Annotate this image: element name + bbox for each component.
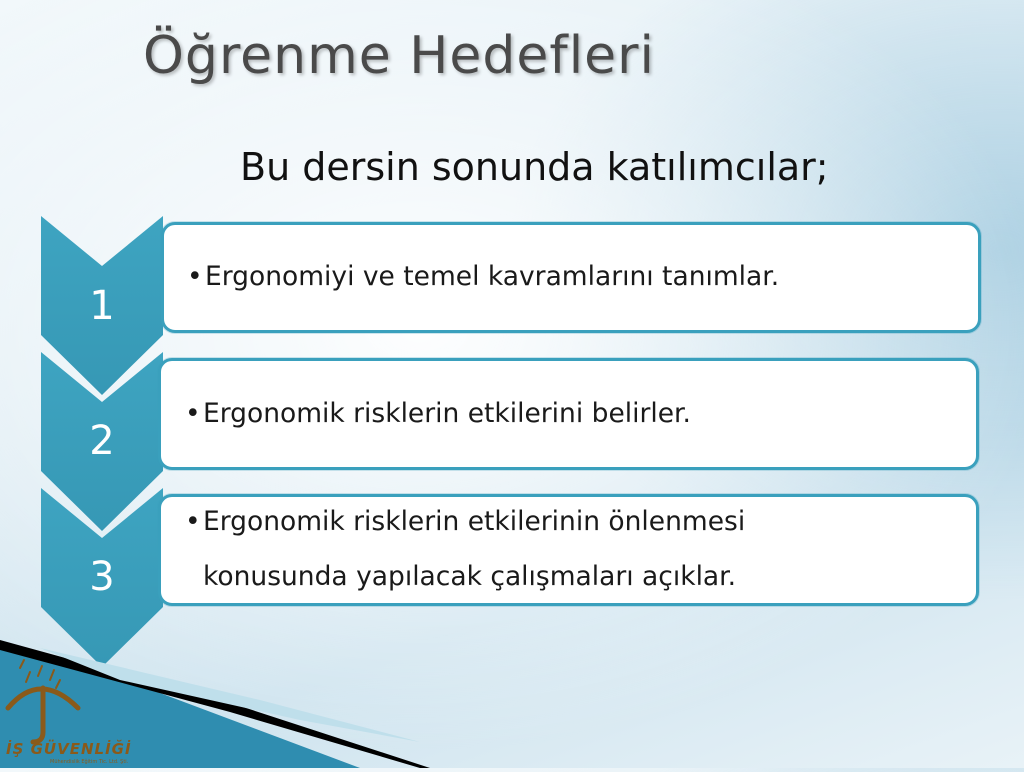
bullet: • (185, 506, 201, 537)
bullet: • (185, 398, 201, 429)
bullet: • (187, 261, 203, 292)
slide-subtitle: Bu dersin sonunda katılımcılar; (240, 145, 829, 189)
step-number-2: 2 (89, 418, 115, 464)
step-1-line-1: Ergonomiyi ve temel kavramlarını tanımlar. (205, 261, 780, 292)
step-2-line-1: Ergonomik risklerin etkilerini belirler. (203, 398, 691, 429)
step-3-line-2: konusunda yapılacak çalışmaları açıklar. (203, 561, 737, 592)
slide-title: Öğrenme Hedefleri (143, 26, 655, 86)
step-3-line-1: Ergonomik risklerin etkilerinin önlenmesi (203, 506, 746, 537)
step-number-1: 1 (89, 283, 115, 329)
step-number-3: 3 (89, 554, 115, 600)
logo-tagline: Mühendislik Eğitim Tic. Ltd. Şti. (50, 759, 129, 765)
logo-brand-text: İŞ GÜVENLİĞİ (6, 740, 132, 758)
company-logo (0, 650, 160, 768)
